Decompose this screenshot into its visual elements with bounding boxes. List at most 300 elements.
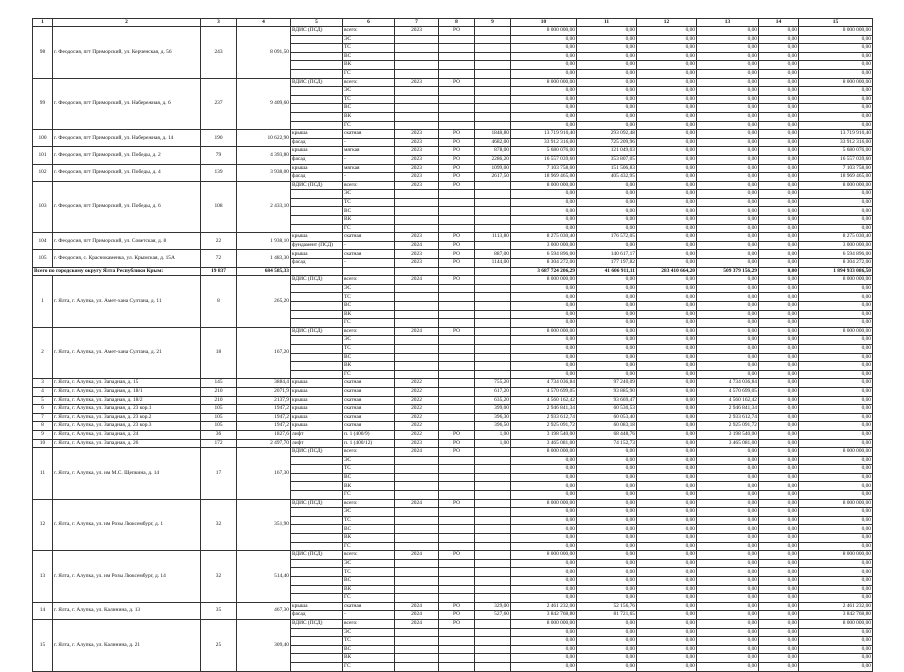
value-cell xyxy=(291,491,343,500)
value-cell: 0,00 xyxy=(697,319,759,328)
value-cell: 0,00 xyxy=(577,534,637,543)
row-number-cell: 103 xyxy=(33,181,53,233)
area-cell: 265,20 xyxy=(237,276,291,328)
value-cell: ВК xyxy=(343,112,395,121)
value-cell: 0,00 xyxy=(697,181,759,190)
area-cell: 1947,2 xyxy=(237,422,291,431)
value-cell: 0,00 xyxy=(511,112,577,121)
value-cell: 0,00 xyxy=(759,121,799,130)
value-cell: 0,00 xyxy=(577,61,637,70)
value-cell: 2022 xyxy=(395,405,439,414)
address-cell: г. Ялта, г. Алупка, ул. Амет-хана Султана, д. 11 xyxy=(53,276,201,328)
value-cell: 2023 xyxy=(395,147,439,156)
value-cell: 0,00 xyxy=(759,95,799,104)
value-cell: 2023 xyxy=(395,250,439,259)
value-cell: 0,00 xyxy=(511,559,577,568)
value-cell: 0,00 xyxy=(511,353,577,362)
value-cell: 0,00 xyxy=(577,327,637,336)
value-cell: 0,00 xyxy=(697,241,759,250)
address-cell: г. Ялта, г. Алупка, ул. Западная, д. 23 кор.3 xyxy=(53,422,201,431)
value-cell xyxy=(439,52,475,61)
value-cell: 0,00 xyxy=(637,637,697,646)
address-cell: г. Ялта, г. Алупка, ул. Калинина, д. 21 xyxy=(53,619,201,671)
value-cell: 0,00 xyxy=(759,516,799,525)
value-cell: 2 461 232,00 xyxy=(511,602,577,611)
value-cell: 0,00 xyxy=(799,628,873,637)
total-value: 1 894 933 086,50 xyxy=(799,267,873,276)
value-cell xyxy=(475,112,511,121)
value-cell: 0,00 xyxy=(637,516,697,525)
value-cell: 0,00 xyxy=(637,104,697,113)
value-cell: всего: xyxy=(343,448,395,457)
value-cell xyxy=(395,112,439,121)
value-cell: 0,00 xyxy=(577,198,637,207)
value-cell xyxy=(291,370,343,379)
value-cell: 0,00 xyxy=(759,310,799,319)
value-cell xyxy=(395,353,439,362)
value-cell: 0,00 xyxy=(799,516,873,525)
header-cell: 1 xyxy=(33,19,53,27)
value-cell: ТС xyxy=(343,637,395,646)
table-row xyxy=(33,164,873,173)
value-cell: ВДИС (ПСД) xyxy=(291,619,343,628)
value-cell: 151 506,83 xyxy=(577,164,637,173)
value-cell xyxy=(475,594,511,603)
value-cell: лифт xyxy=(291,430,343,439)
value-cell: РО xyxy=(439,499,475,508)
value-cell: 52 156,76 xyxy=(577,602,637,611)
value-cell: РО xyxy=(439,78,475,87)
value-cell xyxy=(439,379,475,388)
value-cell: 0,00 xyxy=(511,628,577,637)
value-cell: 0,00 xyxy=(799,284,873,293)
area-cell: 2 497,70 xyxy=(237,439,291,448)
value-cell: 0,00 xyxy=(759,430,799,439)
value-cell: 396,30 xyxy=(475,413,511,422)
value-cell xyxy=(475,319,511,328)
value-cell: 0,00 xyxy=(577,121,637,130)
value-cell xyxy=(395,216,439,225)
value-cell: 68 448,76 xyxy=(577,430,637,439)
value-cell: 8 000 000,00 xyxy=(511,181,577,190)
value-cell: 0,00 xyxy=(759,396,799,405)
value-cell xyxy=(439,336,475,345)
value-cell: ВДИС (ПСД) xyxy=(291,181,343,190)
value-cell: 0,00 xyxy=(637,276,697,285)
table-row xyxy=(33,250,873,259)
value-cell xyxy=(395,456,439,465)
value-cell: 878,00 xyxy=(475,147,511,156)
value-cell: ВС xyxy=(343,473,395,482)
value-cell: 2024 xyxy=(395,611,439,620)
value-cell xyxy=(395,44,439,53)
value-cell: 0,00 xyxy=(799,87,873,96)
value-cell: 0,00 xyxy=(511,594,577,603)
total-row xyxy=(33,267,873,276)
value-cell xyxy=(439,284,475,293)
value-cell: 13 719 910,40 xyxy=(511,130,577,139)
table-row xyxy=(33,448,873,457)
value-cell: 18 969 465,00 xyxy=(511,173,577,182)
value-cell xyxy=(475,241,511,250)
value-cell: скатная xyxy=(343,396,395,405)
value-cell: 0,00 xyxy=(577,224,637,233)
value-cell xyxy=(291,637,343,646)
value-cell: 0,00 xyxy=(637,69,697,78)
value-cell: РО xyxy=(439,130,475,139)
value-cell: 396,50 xyxy=(475,422,511,431)
value-cell: 8 000 000,00 xyxy=(511,499,577,508)
table-row xyxy=(33,233,873,242)
value-cell: 0,00 xyxy=(637,207,697,216)
value-cell: 33 912 316,00 xyxy=(799,138,873,147)
value-cell: 0,00 xyxy=(759,439,799,448)
value-cell: всего: xyxy=(343,619,395,628)
address-cell: г. Феодосия, пгт Приморский, ул. Набережная, д. 6 xyxy=(53,78,201,130)
header-cell: 8 xyxy=(439,19,475,27)
value-cell: 0,00 xyxy=(637,130,697,139)
value-cell: ТС xyxy=(343,293,395,302)
value-cell: скатная xyxy=(343,602,395,611)
empty-cell xyxy=(395,267,439,276)
value-cell: 0,00 xyxy=(637,396,697,405)
value-cell: 8 000 000,00 xyxy=(799,276,873,285)
value-cell: 0,00 xyxy=(759,336,799,345)
total-value: 3 687 724 206,29 xyxy=(511,267,577,276)
value-cell xyxy=(395,482,439,491)
value-cell xyxy=(291,353,343,362)
value-cell: 4682,00 xyxy=(475,138,511,147)
value-cell: 8 000 000,00 xyxy=(799,327,873,336)
value-cell: 0,00 xyxy=(511,121,577,130)
value-cell xyxy=(439,654,475,663)
value-cell: 0,00 xyxy=(511,69,577,78)
value-cell: РО xyxy=(439,233,475,242)
value-cell: 0,00 xyxy=(799,637,873,646)
value-cell: 2023 xyxy=(395,138,439,147)
value-cell: 527,60 xyxy=(475,611,511,620)
value-cell: ГС xyxy=(343,319,395,328)
value-cell: 0,00 xyxy=(759,198,799,207)
value-cell xyxy=(291,121,343,130)
value-cell: 0,00 xyxy=(799,198,873,207)
value-cell xyxy=(291,310,343,319)
value-cell: 0,00 xyxy=(799,61,873,70)
row-number-cell: 11 xyxy=(33,448,53,500)
value-cell: 1144,00 xyxy=(475,259,511,268)
value-cell: 4 570 699,05 xyxy=(511,387,577,396)
value-cell: крыша xyxy=(291,379,343,388)
value-cell: 0,00 xyxy=(697,602,759,611)
address-cell: г. Феодосия, пгт Приморский, ул. Советская, д. 8 xyxy=(53,233,201,250)
value-cell xyxy=(439,95,475,104)
value-cell: - xyxy=(343,259,395,268)
value-cell xyxy=(291,190,343,199)
value-cell: 0,00 xyxy=(637,628,697,637)
header-cell: 4 xyxy=(237,19,291,27)
table-row xyxy=(33,379,873,388)
value-cell: 0,00 xyxy=(799,336,873,345)
residents-cell: 105 xyxy=(201,422,237,431)
value-cell: 0,00 xyxy=(697,250,759,259)
value-cell: 8 000 000,00 xyxy=(511,78,577,87)
value-cell: 0,00 xyxy=(799,362,873,371)
value-cell: 8 000 000,00 xyxy=(799,448,873,457)
value-cell xyxy=(439,559,475,568)
value-cell: 0,00 xyxy=(799,44,873,53)
value-cell: 0,00 xyxy=(799,585,873,594)
table-row xyxy=(33,619,873,628)
value-cell: 0,00 xyxy=(577,216,637,225)
value-cell: ТС xyxy=(343,198,395,207)
value-cell: 0,00 xyxy=(697,327,759,336)
value-cell: 0,00 xyxy=(577,181,637,190)
area-cell: 1 483,30 xyxy=(237,250,291,267)
value-cell: РО xyxy=(439,551,475,560)
value-cell: 0,00 xyxy=(697,293,759,302)
value-cell xyxy=(291,319,343,328)
address-cell: г. Феодосия, пгт Приморский, ул. Набережная, д. 14 xyxy=(53,130,201,147)
value-cell: 0,00 xyxy=(637,27,697,36)
value-cell: 2023 xyxy=(395,27,439,36)
value-cell: 0,00 xyxy=(511,104,577,113)
value-cell xyxy=(291,87,343,96)
value-cell: 0,00 xyxy=(511,44,577,53)
row-number-cell: 99 xyxy=(33,78,53,130)
value-cell: 0,00 xyxy=(577,370,637,379)
table-row xyxy=(33,430,873,439)
table-row xyxy=(33,499,873,508)
value-cell: 0,00 xyxy=(577,302,637,311)
total-label: Всего по городскому округу Ялта Республики Крым: xyxy=(33,267,201,276)
value-cell: 0,00 xyxy=(799,293,873,302)
table-row xyxy=(33,27,873,36)
value-cell: 0,00 xyxy=(577,465,637,474)
value-cell xyxy=(291,645,343,654)
value-cell: 0,00 xyxy=(697,155,759,164)
value-cell: 0,00 xyxy=(759,302,799,311)
row-number-cell: 102 xyxy=(33,164,53,181)
value-cell xyxy=(439,310,475,319)
address-cell: г. Ялта, г. Алупка, ул. им М.С. Щепкина, д. 14 xyxy=(53,448,201,500)
value-cell: всего: xyxy=(343,78,395,87)
value-cell: 0,00 xyxy=(637,499,697,508)
value-cell: 0,00 xyxy=(697,516,759,525)
value-cell: 0,00 xyxy=(577,310,637,319)
value-cell: 2023 xyxy=(395,181,439,190)
value-cell: 0,00 xyxy=(577,44,637,53)
row-number-cell: 3 xyxy=(33,379,53,388)
value-cell xyxy=(475,456,511,465)
residents-cell: 108 xyxy=(201,181,237,233)
value-cell xyxy=(291,628,343,637)
table-row xyxy=(33,130,873,139)
value-cell: РО xyxy=(439,250,475,259)
value-cell: 0,00 xyxy=(799,491,873,500)
value-cell xyxy=(439,465,475,474)
value-cell: ВК xyxy=(343,654,395,663)
value-cell xyxy=(291,473,343,482)
value-cell: 0,00 xyxy=(511,645,577,654)
value-cell: 0,00 xyxy=(637,508,697,517)
value-cell: фасад xyxy=(291,138,343,147)
value-cell: РО xyxy=(439,619,475,628)
value-cell: 4 560 162,42 xyxy=(697,396,759,405)
value-cell: ВДИС (ПСД) xyxy=(291,448,343,457)
value-cell: РО xyxy=(439,430,475,439)
row-number-cell: 14 xyxy=(33,602,53,619)
value-cell: 0,00 xyxy=(637,491,697,500)
value-cell xyxy=(291,577,343,586)
value-cell xyxy=(475,568,511,577)
value-cell xyxy=(291,542,343,551)
value-cell xyxy=(439,69,475,78)
value-cell: 0,00 xyxy=(511,585,577,594)
value-cell: 8 304 272,00 xyxy=(799,259,873,268)
value-cell xyxy=(475,353,511,362)
value-cell: 0,00 xyxy=(577,27,637,36)
value-cell: РО xyxy=(439,27,475,36)
value-cell: 0,00 xyxy=(759,207,799,216)
value-cell xyxy=(475,216,511,225)
value-cell: 0,00 xyxy=(697,370,759,379)
value-cell: крыша xyxy=(291,413,343,422)
value-cell: 2023 xyxy=(395,233,439,242)
value-cell: 0,00 xyxy=(759,619,799,628)
empty-cell xyxy=(343,267,395,276)
value-cell: 0,00 xyxy=(799,344,873,353)
value-cell: 3 842 768,80 xyxy=(511,611,577,620)
value-cell: РО xyxy=(439,611,475,620)
value-cell: 0,00 xyxy=(697,198,759,207)
value-cell: 0,00 xyxy=(637,147,697,156)
value-cell: 0,00 xyxy=(577,628,637,637)
value-cell: 0,00 xyxy=(697,138,759,147)
value-cell: 0,00 xyxy=(637,293,697,302)
value-cell: 0,00 xyxy=(799,69,873,78)
value-cell xyxy=(439,362,475,371)
value-cell: 0,00 xyxy=(637,44,697,53)
value-cell: 0,00 xyxy=(759,112,799,121)
value-cell: 0,00 xyxy=(799,542,873,551)
value-cell: ВК xyxy=(343,216,395,225)
value-cell: ВС xyxy=(343,353,395,362)
value-cell: 0,00 xyxy=(577,542,637,551)
value-cell: 0,00 xyxy=(759,422,799,431)
value-cell xyxy=(475,473,511,482)
residents-cell: 145 xyxy=(201,379,237,388)
residents-cell: 35 xyxy=(201,602,237,619)
value-cell xyxy=(475,628,511,637)
value-cell xyxy=(395,336,439,345)
value-cell xyxy=(439,473,475,482)
value-cell xyxy=(475,336,511,345)
value-cell xyxy=(395,645,439,654)
value-cell: 2 946 841,34 xyxy=(697,405,759,414)
value-cell: 0,00 xyxy=(511,542,577,551)
value-cell: 0,00 xyxy=(697,27,759,36)
value-cell: 0,00 xyxy=(759,52,799,61)
value-cell: 8 275 030,40 xyxy=(799,233,873,242)
area-cell: 2137,9 xyxy=(237,396,291,405)
value-cell: 0,00 xyxy=(759,241,799,250)
address-cell: г. Ялта, г. Алупка, ул. Западная, д. 23 кор.1 xyxy=(53,405,201,414)
value-cell xyxy=(475,654,511,663)
value-cell: крыша xyxy=(291,130,343,139)
value-cell xyxy=(439,216,475,225)
value-cell: ТС xyxy=(343,44,395,53)
value-cell: 0,00 xyxy=(759,284,799,293)
value-cell: 8 000 000,00 xyxy=(511,276,577,285)
value-cell: 0,00 xyxy=(511,525,577,534)
value-cell xyxy=(291,61,343,70)
header-cell: 2 xyxy=(53,19,201,27)
value-cell xyxy=(291,594,343,603)
value-cell xyxy=(395,585,439,594)
value-cell: 0,00 xyxy=(697,112,759,121)
value-cell: ТС xyxy=(343,568,395,577)
value-cell xyxy=(439,534,475,543)
table-row xyxy=(33,276,873,285)
value-cell: 0,00 xyxy=(511,568,577,577)
value-cell: крыша xyxy=(291,233,343,242)
value-cell: 1113,80 xyxy=(475,233,511,242)
value-cell: 0,00 xyxy=(637,233,697,242)
value-cell xyxy=(439,568,475,577)
value-cell: 0,00 xyxy=(511,456,577,465)
value-cell: 0,00 xyxy=(697,508,759,517)
value-cell: 0,00 xyxy=(759,628,799,637)
value-cell: 1099,00 xyxy=(475,164,511,173)
value-cell: 0,00 xyxy=(759,327,799,336)
value-cell: 0,00 xyxy=(511,293,577,302)
residents-cell: 210 xyxy=(201,387,237,396)
row-number-cell: 5 xyxy=(33,396,53,405)
value-cell: 0,00 xyxy=(697,104,759,113)
row-number-cell: 9 xyxy=(33,430,53,439)
value-cell xyxy=(439,190,475,199)
value-cell: ВК xyxy=(343,534,395,543)
value-cell: 0,00 xyxy=(759,147,799,156)
value-cell: 7 103 758,00 xyxy=(799,164,873,173)
value-cell: скатная xyxy=(343,387,395,396)
value-cell: - xyxy=(343,138,395,147)
value-cell: 2024 xyxy=(395,551,439,560)
value-cell: 2 461 232,00 xyxy=(799,602,873,611)
area-cell: 2 433,10 xyxy=(237,181,291,233)
value-cell: ВДИС (ПСД) xyxy=(291,327,343,336)
value-cell: скатная xyxy=(343,422,395,431)
value-cell: 0,00 xyxy=(759,473,799,482)
value-cell: 2022 xyxy=(395,387,439,396)
value-cell: ВС xyxy=(343,577,395,586)
area-cell: 167,20 xyxy=(237,327,291,379)
value-cell xyxy=(439,370,475,379)
value-cell: 0,00 xyxy=(637,387,697,396)
value-cell: 0,00 xyxy=(759,525,799,534)
value-cell: 0,00 xyxy=(799,207,873,216)
value-cell: ЭС xyxy=(343,508,395,517)
value-cell: 0,00 xyxy=(637,430,697,439)
area-cell: 351,90 xyxy=(237,499,291,551)
value-cell xyxy=(439,302,475,311)
value-cell: 2023 xyxy=(395,155,439,164)
value-cell: ГС xyxy=(343,594,395,603)
row-number-cell: 105 xyxy=(33,250,53,267)
value-cell: 0,00 xyxy=(759,190,799,199)
value-cell: 0,00 xyxy=(697,276,759,285)
value-cell: мягкая xyxy=(343,147,395,156)
